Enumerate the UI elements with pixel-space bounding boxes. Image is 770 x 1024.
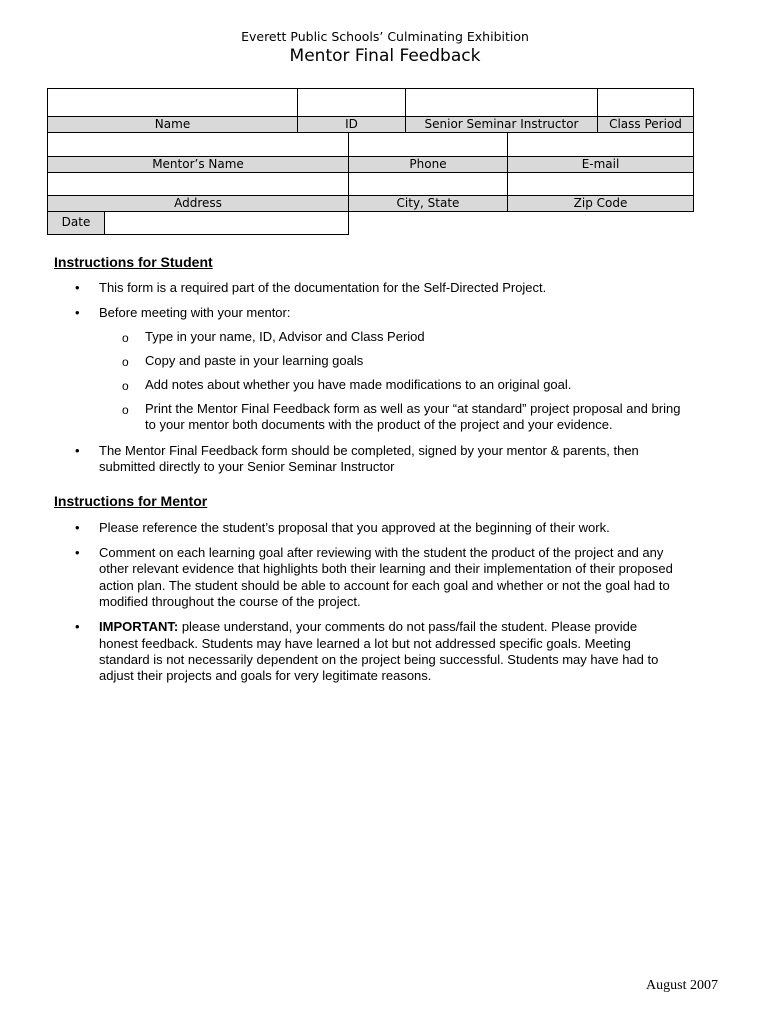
student-sub-instruction-4-line-1: Print the Mentor Final Feedback form as well as your “at standard” project proposal and bring <box>145 401 681 416</box>
mentor-instructions-title: Instructions for Mentor <box>54 493 208 509</box>
sub-bullet-icon: o <box>122 379 129 393</box>
student-sub-instruction-1: Type in your name, ID, Advisor and Class Period <box>145 329 425 344</box>
sub-bullet-icon: o <box>122 331 129 345</box>
student-instruction-2: Before meeting with your mentor: <box>99 305 291 320</box>
student-instruction-3-line-1: The Mentor Final Feedback form should be completed, signed by your mentor & parents, then <box>99 443 639 458</box>
mentor-name-field[interactable] <box>47 132 349 157</box>
class-period-field[interactable] <box>597 88 694 117</box>
zip-code-field[interactable] <box>507 172 694 196</box>
phone-label: Phone <box>348 156 508 173</box>
sub-bullet-icon: o <box>122 403 129 417</box>
mentor-instruction-2-line-3: action plan. The student should be able to account for each goal and whether or not the goal had to <box>99 578 670 593</box>
important-text: please understand, your comments do not pass/fail the student. Please provide <box>178 619 638 634</box>
bullet-icon: • <box>75 545 80 560</box>
email-label: E-mail <box>507 156 694 173</box>
class-period-label: Class Period <box>597 116 694 133</box>
bullet-icon: • <box>75 305 80 320</box>
mentor-instruction-2-line-1: Comment on each learning goal after reviewing with the student the product of the project and any <box>99 545 664 560</box>
id-label: ID <box>297 116 406 133</box>
date-label: Date <box>47 211 105 235</box>
mentor-instruction-2-line-2: other relevant evidence that highlights both their learning and their implementation of their proposed <box>99 561 673 576</box>
sub-bullet-icon: o <box>122 355 129 369</box>
bullet-icon: • <box>75 443 80 458</box>
mentor-instruction-3-line-4: adjust their projects and goals for very legitimate reasons. <box>99 668 432 683</box>
name-field[interactable] <box>47 88 298 117</box>
name-label: Name <box>47 116 298 133</box>
mentor-instruction-3-line-1 <box>99 619 637 635</box>
date-field[interactable] <box>104 211 349 235</box>
page-title: Mentor Final Feedback <box>289 46 481 66</box>
email-field[interactable] <box>507 132 694 157</box>
student-sub-instruction-4-line-2: to your mentor both documents with the product of the project and your evidence. <box>145 417 613 432</box>
header-line: Everett Public Schools’ Culminating Exhibition <box>241 29 529 44</box>
address-field[interactable] <box>47 172 349 196</box>
mentor-instruction-3-line-2: honest feedback. Students may have learned a lot but not addressed specific goals. Meeting <box>99 636 631 651</box>
phone-field[interactable] <box>348 132 508 157</box>
footer-date: August 2007 <box>646 978 718 993</box>
address-label: Address <box>47 195 349 212</box>
student-instruction-3-line-2: submitted directly to your Senior Seminar Instructor <box>99 459 395 474</box>
student-sub-instruction-2: Copy and paste in your learning goals <box>145 353 364 368</box>
senior-seminar-instructor-label: Senior Seminar Instructor <box>405 116 598 133</box>
bullet-icon: • <box>75 520 80 535</box>
mentor-instruction-1: Please reference the student’s proposal that you approved at the beginning of their work. <box>99 520 610 535</box>
id-field[interactable] <box>297 88 406 117</box>
mentor-instruction-2-line-4: modified throughout the course of the project. <box>99 594 361 609</box>
city-state-label: City, State <box>348 195 508 212</box>
important-label: IMPORTANT: <box>99 619 179 634</box>
bullet-icon: • <box>75 619 80 634</box>
senior-seminar-instructor-field[interactable] <box>405 88 598 117</box>
student-instructions-title: Instructions for Student <box>54 254 213 270</box>
bullet-icon: • <box>75 280 80 295</box>
mentor-name-label: Mentor’s Name <box>47 156 349 173</box>
mentor-instruction-3-line-3: standard is not necessarily dependent on the project being successful. Students may have had to <box>99 652 659 667</box>
student-sub-instruction-3: Add notes about whether you have made modifications to an original goal. <box>145 377 572 392</box>
student-instruction-1: This form is a required part of the documentation for the Self-Directed Project. <box>99 280 547 295</box>
city-state-field[interactable] <box>348 172 508 196</box>
zip-code-label: Zip Code <box>507 195 694 212</box>
